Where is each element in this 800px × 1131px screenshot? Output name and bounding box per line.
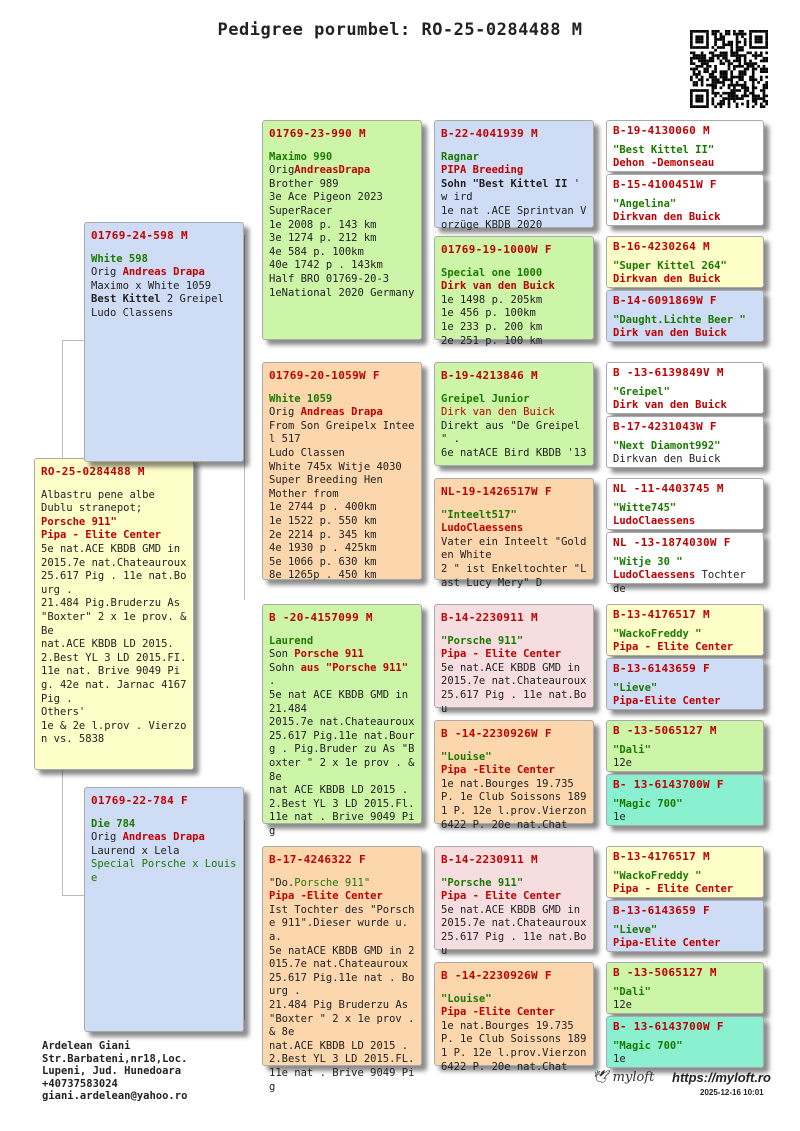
text: Mother from	[269, 487, 339, 500]
address-line: Str.Barbateni,nr18,Loc.	[42, 1052, 188, 1065]
subject-card[interactable]	[34, 458, 194, 770]
pigeon-name: "Magic 700"	[613, 1039, 683, 1052]
pigeon-name: "WackoFreddy "	[613, 627, 702, 640]
text: 1e 1498 p. 205km	[441, 293, 543, 306]
breeder-name: Dirk van den Buick	[441, 280, 555, 293]
ring-number: B -13-6139849V M	[613, 366, 724, 379]
breeder-name: Dehon -Demonseau	[613, 157, 715, 170]
text: .	[269, 661, 415, 688]
pigeon-name: White 1059	[269, 392, 333, 405]
text: "Do.	[269, 876, 295, 889]
text: Ist Tochter des "Porsche 911".Dieser wurde u.a.	[269, 903, 415, 943]
text: Super Breeding Hen	[269, 474, 383, 487]
subject-line: 5e nat.ACE KBDB GMD in 2015.7e nat.Chateauroux 25.617 Pig . 11e nat.Bourg .	[41, 542, 193, 596]
text: Orig	[91, 266, 123, 279]
ring-number: 01769-22-784 F	[91, 794, 188, 807]
pigeon-name: "Angelina"	[613, 197, 677, 210]
pigeon-name: "Dali"	[613, 985, 651, 998]
great-great-grandparent-card[interactable]	[606, 774, 764, 826]
text: 2e 251 p. 100 km	[441, 334, 543, 347]
great-grandparent-card[interactable]	[434, 720, 594, 831]
ring-number: B-19-4130060 M	[613, 124, 710, 137]
great-great-grandparent-card[interactable]	[606, 120, 764, 172]
great-great-grandparent-card[interactable]	[606, 236, 764, 288]
breeder-name: Pipa -Elite Center	[269, 890, 383, 903]
owner-address	[42, 1040, 187, 1103]
breeder-name: Pipa-Elite Center	[613, 695, 721, 708]
breeder-name: Andreas Drapa	[122, 831, 205, 844]
ring-number: B-19-4213846 M	[441, 369, 538, 382]
pigeon-name: "Dali"	[613, 743, 651, 756]
subject-color: Albastru pene albe	[41, 488, 155, 501]
grandfather-paternal-card[interactable]	[262, 120, 422, 340]
breeder-name: Dirk van den Buick	[613, 327, 727, 340]
great-grandparent-card[interactable]	[434, 962, 594, 1073]
pigeon-name: Special one 1000	[441, 266, 543, 279]
subject-line: 21.484 Pig.Bruderzu As "Boxter" 2 x 1e prov. & Be	[41, 597, 193, 637]
ring-number: B -20-4157099 M	[269, 611, 373, 624]
pigeon-name: "Porsche 911"	[441, 876, 524, 889]
parents: Maximo x White 1059	[91, 279, 212, 292]
text: 1e 1522 p. 550 km	[269, 514, 377, 527]
ring-number: 01769-20-1059W F	[269, 369, 380, 382]
connector-line	[62, 770, 85, 896]
text: 8e 1265p . 450 km	[269, 569, 377, 582]
grandmother-paternal-card[interactable]	[262, 362, 422, 580]
breeder-name: 1e	[613, 1053, 626, 1066]
ring-number: B- 13-6143700W F	[613, 778, 724, 791]
great-great-grandparent-card[interactable]	[606, 962, 764, 1014]
text: Porsche 911	[294, 648, 364, 661]
breeder-name: 12e	[613, 757, 632, 770]
pigeon-name: Ragnar	[441, 150, 479, 163]
text: aus "Porsche 911"	[300, 661, 409, 674]
text: 1e 456 p. 100km	[441, 307, 536, 320]
ring-number: B-15-4100451W F	[613, 178, 717, 191]
text: 1e 2744 p . 400km	[269, 501, 377, 514]
page-title: Pedigree porumbel: RO-25-0284488 M	[217, 20, 583, 40]
text: White 745x Witje 4030	[269, 460, 402, 473]
text: nat ACE KBDB LD 2015 . 2.Best YL 3 LD 2015.Fl. 11e nat . Brive 9049 Pig	[269, 784, 421, 837]
text: 4e 1930 p . 425km	[269, 542, 377, 555]
ring-number: B-13-4176517 M	[613, 850, 710, 863]
text: Vater ein Inteelt "Golden White	[441, 535, 587, 562]
text: Orig	[91, 831, 123, 844]
ring-number: 01769-19-1000W F	[441, 243, 552, 256]
pigeon-name: "Greipel"	[613, 385, 670, 398]
pigeon-name: "Daught.Lichte Beer "	[613, 313, 746, 326]
grandmother-maternal-card[interactable]	[262, 846, 422, 1093]
ring-number: B-13-4176517 M	[613, 608, 710, 621]
breeder-name: LudoClaessens	[613, 569, 696, 582]
subject-note: Dublu stranepot;	[41, 502, 143, 515]
great-great-grandparent-card[interactable]	[606, 416, 764, 468]
breeder-name: Andreas Drapa	[122, 266, 205, 279]
text: 5e natACE KBDB GMD in 2015.7e nat.Chateauroux 25.617 Pig.11e nat . Bourg .	[269, 944, 415, 998]
logo-text: myloft	[612, 1070, 655, 1085]
qr-code	[690, 30, 768, 108]
breeder-name: Pipa -Elite Center	[441, 1006, 555, 1019]
pigeon-name: "Porsche 911"	[441, 634, 524, 647]
father-card[interactable]	[84, 222, 244, 462]
phone: +40737583024	[42, 1077, 118, 1090]
breeder-name: Dirkvan den Buick	[613, 211, 721, 224]
text: 21.484 Pig Bruderzu As "Boxter " 2 x 1e prov . & 8e	[269, 998, 421, 1039]
text: Brother 989	[269, 177, 339, 190]
great-grandparent-card[interactable]	[434, 362, 594, 466]
text: 5e nat ACE KBDB GMD in 21.484	[269, 688, 415, 715]
breeder-name: Dirkvan den Buick	[613, 453, 721, 466]
subject-line: 1e & 2e l.prov . Vierzon vs. 5838	[41, 719, 187, 746]
breeder-name: LudoClaessens	[441, 522, 524, 535]
great-grandparent-card[interactable]	[434, 236, 594, 347]
pigeon-name: "Witje 30 "	[613, 555, 683, 568]
text: 1e nat.Bourges 19.735 P. 1e Club Soissons 1891 P. 12e l.prov.Vierzon 6422 P. 20e nat.Chat	[441, 777, 593, 831]
text: Half BRO 01769-20-3	[269, 272, 390, 285]
great-great-grandparent-card[interactable]	[606, 900, 764, 952]
ring-number: B -13-5065127 M	[613, 724, 717, 737]
great-grandparent-card[interactable]	[434, 846, 594, 957]
text: Orig	[269, 164, 295, 177]
ring-number: 01769-23-990 M	[269, 127, 366, 140]
pigeon-name: "Best Kittel II"	[613, 143, 715, 156]
text: 4e 584 p. 100km	[269, 245, 364, 258]
text: Porsche 911"	[294, 876, 371, 889]
email: giani.ardelean@yahoo.ro	[42, 1090, 188, 1102]
text: Direkt aus "De Greipel " .	[441, 419, 587, 446]
breeder-name: 1e	[613, 811, 626, 824]
text: nat.ACE KBDB LD 2015 . 2.Best YL 3 LD 2015.FL. 11e nat . Brive 9049 Pig	[269, 1039, 421, 1093]
ring-number: B-13-6143659 F	[613, 904, 710, 917]
pigeon-name: Die 784	[91, 817, 136, 830]
text: Tochter de	[613, 569, 753, 595]
pigeon-name: "Next Diamont992"	[613, 439, 721, 452]
pigeon-name: "Louise"	[441, 750, 492, 763]
pigeon-name: "WackoFreddy "	[613, 869, 702, 882]
text: 40e 1742 p . 143km	[269, 259, 383, 272]
ring-number: B-14-2230911 M	[441, 611, 538, 624]
breeder-name: PIPA Breeding	[441, 164, 524, 177]
site-url[interactable]: https://myloft.ro	[672, 1070, 771, 1085]
pigeon-name: Maximo 990	[269, 150, 333, 163]
great-great-grandparent-card[interactable]	[606, 720, 764, 772]
breeder-name: 12e	[613, 999, 632, 1012]
text: SuperRacer	[269, 204, 333, 217]
ring-number: B-14-6091869W F	[613, 294, 717, 307]
great-great-grandparent-card[interactable]	[606, 478, 764, 530]
text: 6e natACE Bird KBDB '13	[441, 446, 587, 459]
pigeon-name: "Super Kittel 264"	[613, 259, 727, 272]
breeder-name: LudoClaessens	[613, 515, 696, 528]
ring-number: NL -11-4403745 M	[613, 482, 724, 495]
text: 1e nat .ACE Sprintvan Vorzüge KBDB 2020	[441, 204, 587, 231]
text: Sohn	[269, 661, 301, 674]
ring-number: B-22-4041939 M	[441, 127, 538, 140]
great-grandparent-card[interactable]	[434, 604, 594, 715]
connector-line	[62, 340, 85, 461]
myloft-logo	[592, 1070, 654, 1085]
pigeon-name: "Witte745"	[613, 501, 677, 514]
pigeon-name: Greipel Junior	[441, 392, 530, 405]
text: Special Porsche x Louise	[91, 858, 237, 884]
ring-number: B -14-2230926W F	[441, 969, 552, 982]
ring-number: NL -13-1874030W F	[613, 536, 731, 549]
breeder-name: Pipa - Elite Center	[613, 641, 734, 654]
pigeon-name: "Magic 700"	[613, 797, 683, 810]
text: Orig	[269, 406, 301, 419]
breeder-name: Dirk van den Buick	[613, 399, 727, 412]
pigeon-icon: 🕊	[592, 1070, 609, 1085]
great-great-grandparent-card[interactable]	[606, 604, 764, 656]
great-great-grandparent-card[interactable]	[606, 1016, 764, 1068]
connector-line	[244, 235, 263, 600]
text: 1e nat.Bourges 19.735 P. 1e Club Soissons 1891 P. 12e l.prov.Vierzon 6422 P. 20e nat.Chat	[441, 1019, 593, 1073]
ring-number: B -14-2230926W F	[441, 727, 552, 740]
print-date: 2025-12-16 10:01	[700, 1088, 764, 1097]
great-great-grandparent-card[interactable]	[606, 362, 764, 414]
great-great-grandparent-card[interactable]	[606, 658, 764, 710]
subject-line: Others'	[41, 706, 86, 719]
breeder-name: Dirk van den Buick	[441, 406, 555, 419]
ring-number: RO-25-0284488 M	[41, 465, 145, 478]
ring-number: B -13-5065127 M	[613, 966, 717, 979]
ring-number: B-13-6143659 F	[613, 662, 710, 675]
text: Best Kittel	[91, 293, 161, 306]
text: 5e nat.ACE KBDB GMD in 2015.7e nat.Chateauroux 25.617 Pig . 11e nat.Bou	[441, 661, 593, 715]
breeder-name: AndreasDrapa	[294, 164, 371, 177]
pigeon-name: Laurend	[269, 634, 314, 647]
text: 1eNational 2020 Germany	[269, 286, 415, 299]
great-grandparent-card[interactable]	[434, 120, 594, 231]
text: ' w ird	[441, 177, 587, 204]
ring-number: NL-19-1426517W F	[441, 485, 552, 498]
ring-number: B- 13-6143700W F	[613, 1020, 724, 1033]
pigeon-name: White 598	[91, 252, 148, 265]
text: Son	[269, 648, 295, 661]
text: From Son Greipelx Inteel 517	[269, 419, 415, 446]
text: 5e nat.ACE KBDB GMD in 2015.7e nat.Chateauroux 25.617 Pig . 11e nat.Bou	[441, 903, 593, 957]
great-great-grandparent-card[interactable]	[606, 290, 764, 342]
breeder-name: Pipa - Elite Center	[613, 883, 734, 896]
parents: Laurend x Lela	[91, 844, 180, 857]
connector-line	[244, 820, 263, 1020]
breeder-name: Pipa - Elite Center	[441, 648, 562, 661]
great-great-grandparent-card[interactable]	[606, 532, 764, 595]
great-great-grandparent-card[interactable]	[606, 846, 764, 898]
pigeon-name: "Lieve"	[613, 923, 658, 936]
owner-name: Ardelean Giani	[42, 1040, 131, 1052]
text: 2 " ist Enkeltochter "Last Lucy Mery" D	[441, 562, 587, 589]
breeder-name: Pipa - Elite Center	[441, 890, 562, 903]
text: 3e 1274 p. 212 km	[269, 232, 377, 245]
breeder-name: Dirkvan den Buick	[613, 273, 721, 286]
text: Ludo Classens	[91, 306, 174, 319]
mother-card[interactable]	[84, 787, 244, 1032]
grandfather-maternal-card[interactable]	[262, 604, 422, 837]
text: ohn "Best Kittel II	[447, 177, 568, 190]
text: S	[441, 177, 448, 190]
pigeon-name: "Louise"	[441, 992, 492, 1005]
breeder-name: Pipa-Elite Center	[613, 937, 721, 950]
great-grandparent-card[interactable]	[434, 478, 594, 589]
ring-number: B-17-4231043W F	[613, 420, 717, 433]
great-great-grandparent-card[interactable]	[606, 174, 764, 226]
text: 5e 1066 p. 630 km	[269, 555, 377, 568]
text: 1e 233 p. 200 km	[441, 320, 543, 333]
ring-number: B-16-4230264 M	[613, 240, 710, 253]
subject-line: nat.ACE KBDB LD 2015. 2.Best YL 3 LD 2015.FI. 11e nat. Brive 9049 Pig. 42e nat. Jarnac 4167 Pig .	[41, 638, 193, 705]
breeder-name: Pipa -Elite Center	[441, 764, 555, 777]
text: 1e 2008 p. 143 km	[269, 218, 377, 231]
ring-number: 01769-24-598 M	[91, 229, 188, 242]
ring-number: B-17-4246322 F	[269, 853, 366, 866]
text: 2e 2214 p. 345 km	[269, 528, 377, 541]
subject-breeder: Pipa - Elite Center	[41, 529, 162, 542]
text: 2 Greipel	[160, 293, 224, 306]
pigeon-name: "Lieve"	[613, 681, 658, 694]
text: 2015.7e nat.Chateauroux 25.617 Pig.11e nat.Bourg . Pig.Bruder zu As "Boxter " 2 x 1e prov . & 8e	[269, 716, 421, 783]
text: 3e Ace Pigeon 2023	[269, 191, 383, 204]
address-line: Lupeni, Jud. Hunedoara	[42, 1065, 182, 1077]
ring-number: B-14-2230911 M	[441, 853, 538, 866]
text: Ludo Classen	[269, 446, 345, 459]
breeder-name: Andreas Drapa	[300, 406, 383, 419]
subject-line: Porsche 911"	[41, 515, 117, 528]
pigeon-name: "Inteelt517"	[441, 508, 517, 521]
